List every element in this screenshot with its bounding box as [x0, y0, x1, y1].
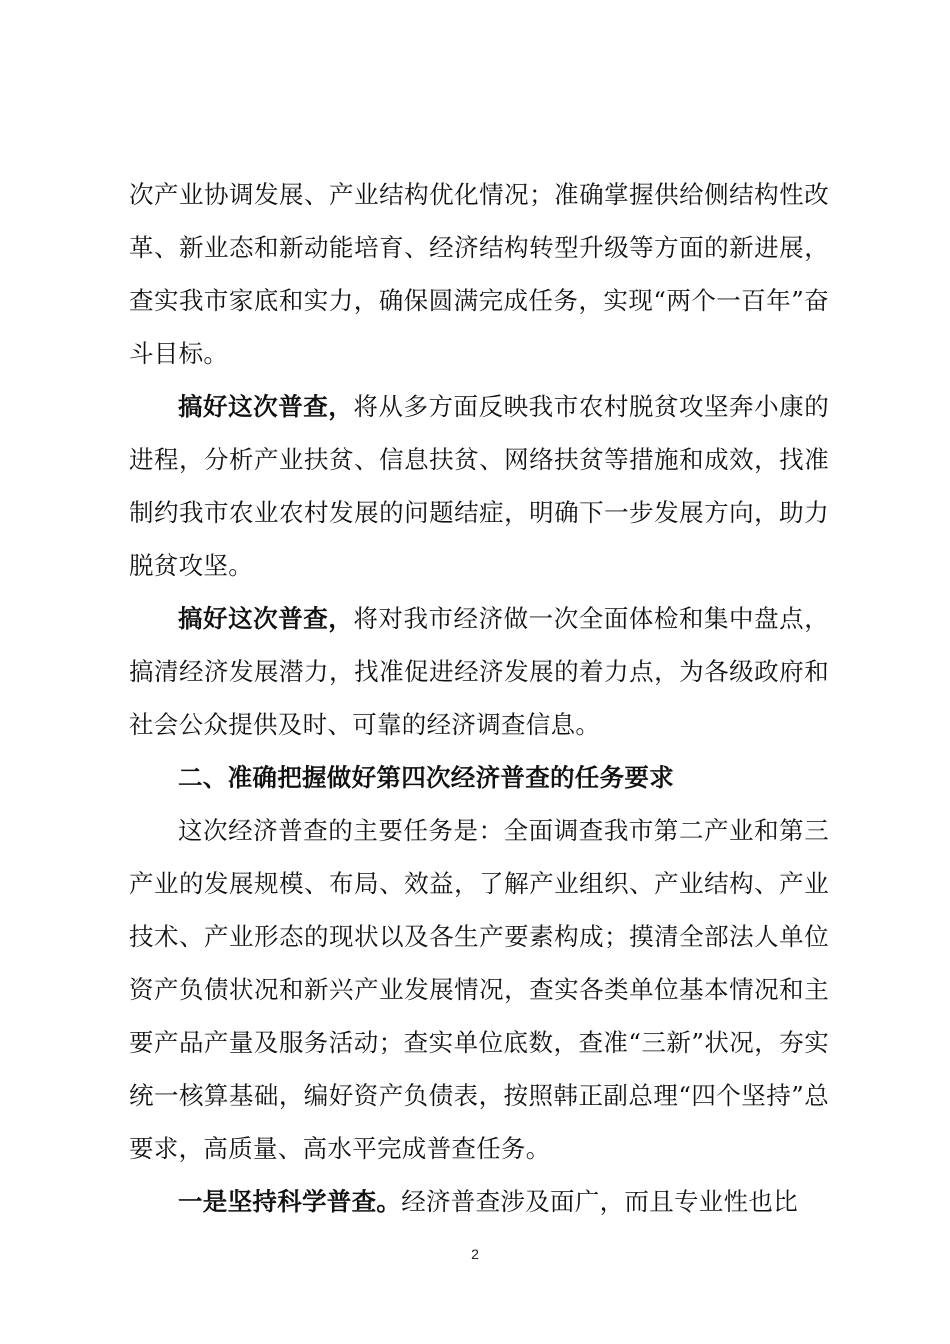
paragraph-main-tasks: [129, 804, 829, 1175]
paragraph-text: 将从多方面反映我市农村脱贫攻坚奔小康的进程，分析产业扶贫、信息扶贫、网络扶贫等措施和成效，找准制约我市农业农村发展的问题结症，明确下一步发展方向，助力脱贫攻坚。: [129, 392, 829, 580]
paragraph-text: 经济普查涉及面广，而且专业性也比: [401, 1187, 799, 1216]
page-number: 2: [471, 1246, 479, 1262]
paragraph-lead: 搞好这次普查，: [178, 392, 354, 421]
paragraph-survey-economy: [129, 592, 829, 751]
paragraph-lead: 一是坚持科学普查。: [178, 1187, 402, 1216]
section-heading: 二、准确把握做好第四次经济普查的任务要求: [178, 763, 674, 792]
paragraph-survey-poverty: [129, 380, 829, 592]
paragraph-lead: 搞好这次普查，: [178, 604, 354, 633]
paragraph-text: 次产业协调发展、产业结构优化情况；准确掌握供给侧结构性改革、新业态和新动能培育、经济结构转型升级等方面的新进展，查实我市家底和实力，确保圆满完成任务，实现“两个一百年”奋斗目标。: [129, 180, 829, 368]
paragraph-scientific-survey: [129, 1175, 829, 1228]
body-text: [129, 168, 829, 1228]
paragraph-text: 这次经济普查的主要任务是：全面调查我市第二产业和第三产业的发展规模、布局、效益，了解产业组织、产业结构、产业技术、产业形态的现状以及各生产要素构成；摸清全部法人单位资产负债状况和新兴产业发展情况，查实各类单位基本情况和主要产品产量及服务活动；查实单位底数，查准“三新”状况，夯实统一核算基础，编好资产负债表，按照韩正副总理“四个坚持”总要求，高质量、高水平完成普查任务。: [129, 816, 829, 1163]
paragraph-continuation: [129, 168, 829, 380]
paragraph-text: 将对我市经济做一次全面体检和集中盘点，搞清经济发展潜力，找准促进经济发展的着力点，为各级政府和社会公众提供及时、可靠的经济调查信息。: [129, 604, 829, 739]
